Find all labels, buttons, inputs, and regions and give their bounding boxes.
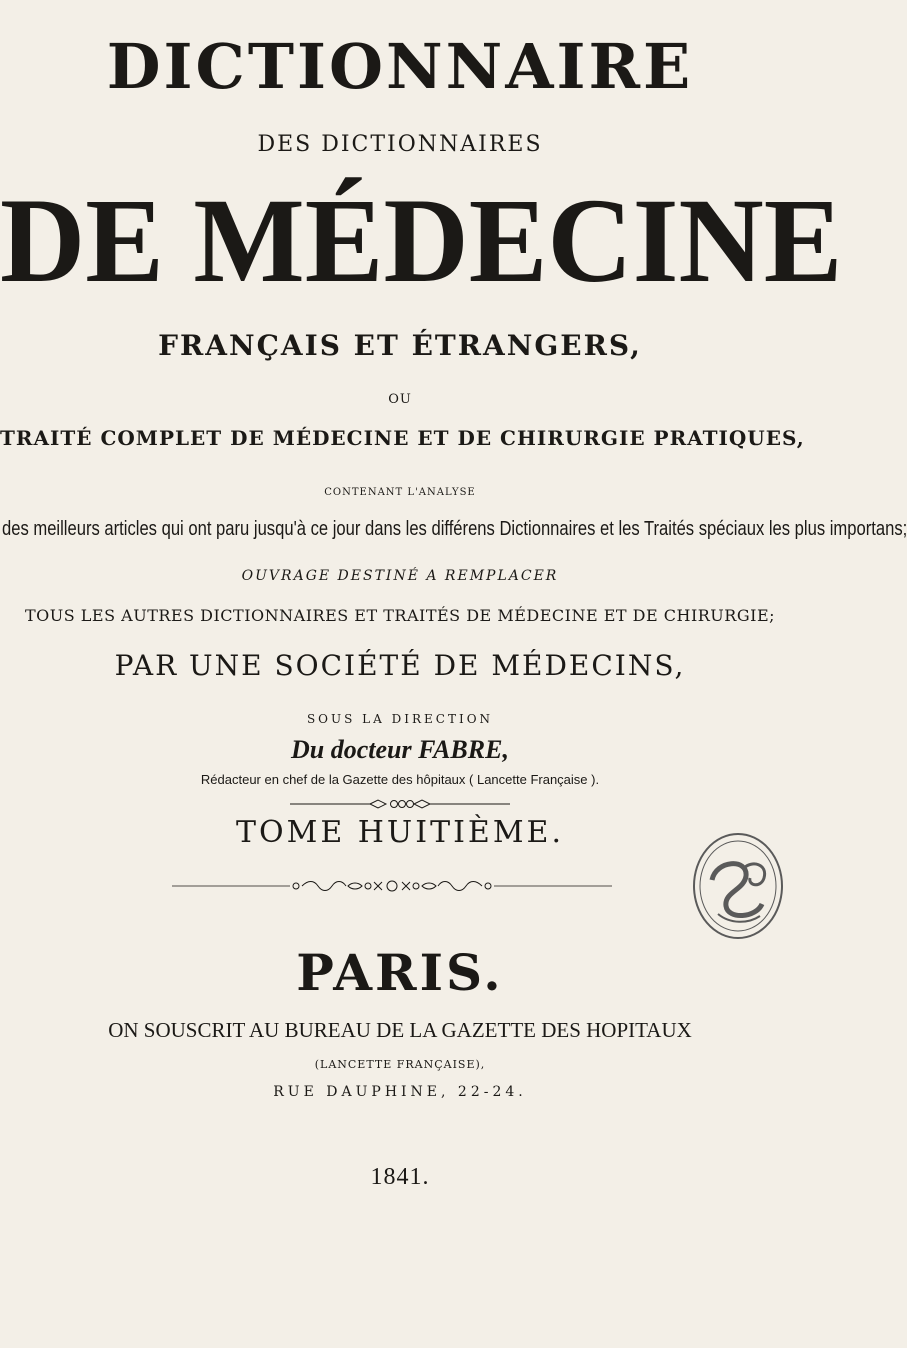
title-ou: OU xyxy=(388,392,412,407)
title-dictionnaire: DICTIONNAIRE xyxy=(106,30,694,103)
authors-society: PAR UNE SOCIÉTÉ DE MÉDECINS, xyxy=(114,649,686,682)
fleuron-ornament xyxy=(172,878,612,894)
contents-label: CONTENANT L'ANALYSE xyxy=(324,487,476,498)
fleuron-ornament xyxy=(290,798,510,810)
purpose-text: TOUS LES AUTRES DICTIONNAIRES ET TRAITÉS DE MÉDECINE ET DE CHIRURGIE; xyxy=(24,606,776,625)
imprint-year: 1841. xyxy=(370,1164,430,1190)
imprint-publisher-alt: (LANCETTE FRANÇAISE), xyxy=(314,1058,486,1071)
imprint-publisher: ON SOUSCRIT AU BUREAU DE LA GAZETTE DES HOPITAUX xyxy=(108,1018,692,1042)
director-name: Du docteur FABRE, xyxy=(291,735,509,764)
director-role: Rédacteur en chef de la Gazette des hôpitaux ( Lancette Française ). xyxy=(200,772,600,787)
imprint-address: RUE DAUPHINE, 22-24. xyxy=(273,1084,527,1100)
title-des-dictionnaires: DES DICTIONNAIRES xyxy=(257,132,543,157)
purpose-label: OUVRAGE DESTINÉ A REMPLACER xyxy=(241,568,559,584)
direction-label: SOUS LA DIRECTION xyxy=(306,712,494,726)
subtitle-traite-complet: TRAITÉ COMPLET DE MÉDECINE ET DE CHIRURGIE PRATIQUES, xyxy=(0,426,805,450)
title-de-medecine: DE MÉDECINE xyxy=(0,173,843,308)
contents-description: des meilleurs articles qui ont paru jusqu'à ce jour dans les différens Dictionnaires et les Traités spéciaux les plus importans; xyxy=(2,518,907,540)
imprint-city: PARIS. xyxy=(296,943,504,1002)
library-stamp xyxy=(686,820,790,944)
title-francais-etrangers: FRANÇAIS ET ÉTRANGERS, xyxy=(158,329,642,362)
volume-number: TOME HUITIÈME. xyxy=(236,815,564,850)
